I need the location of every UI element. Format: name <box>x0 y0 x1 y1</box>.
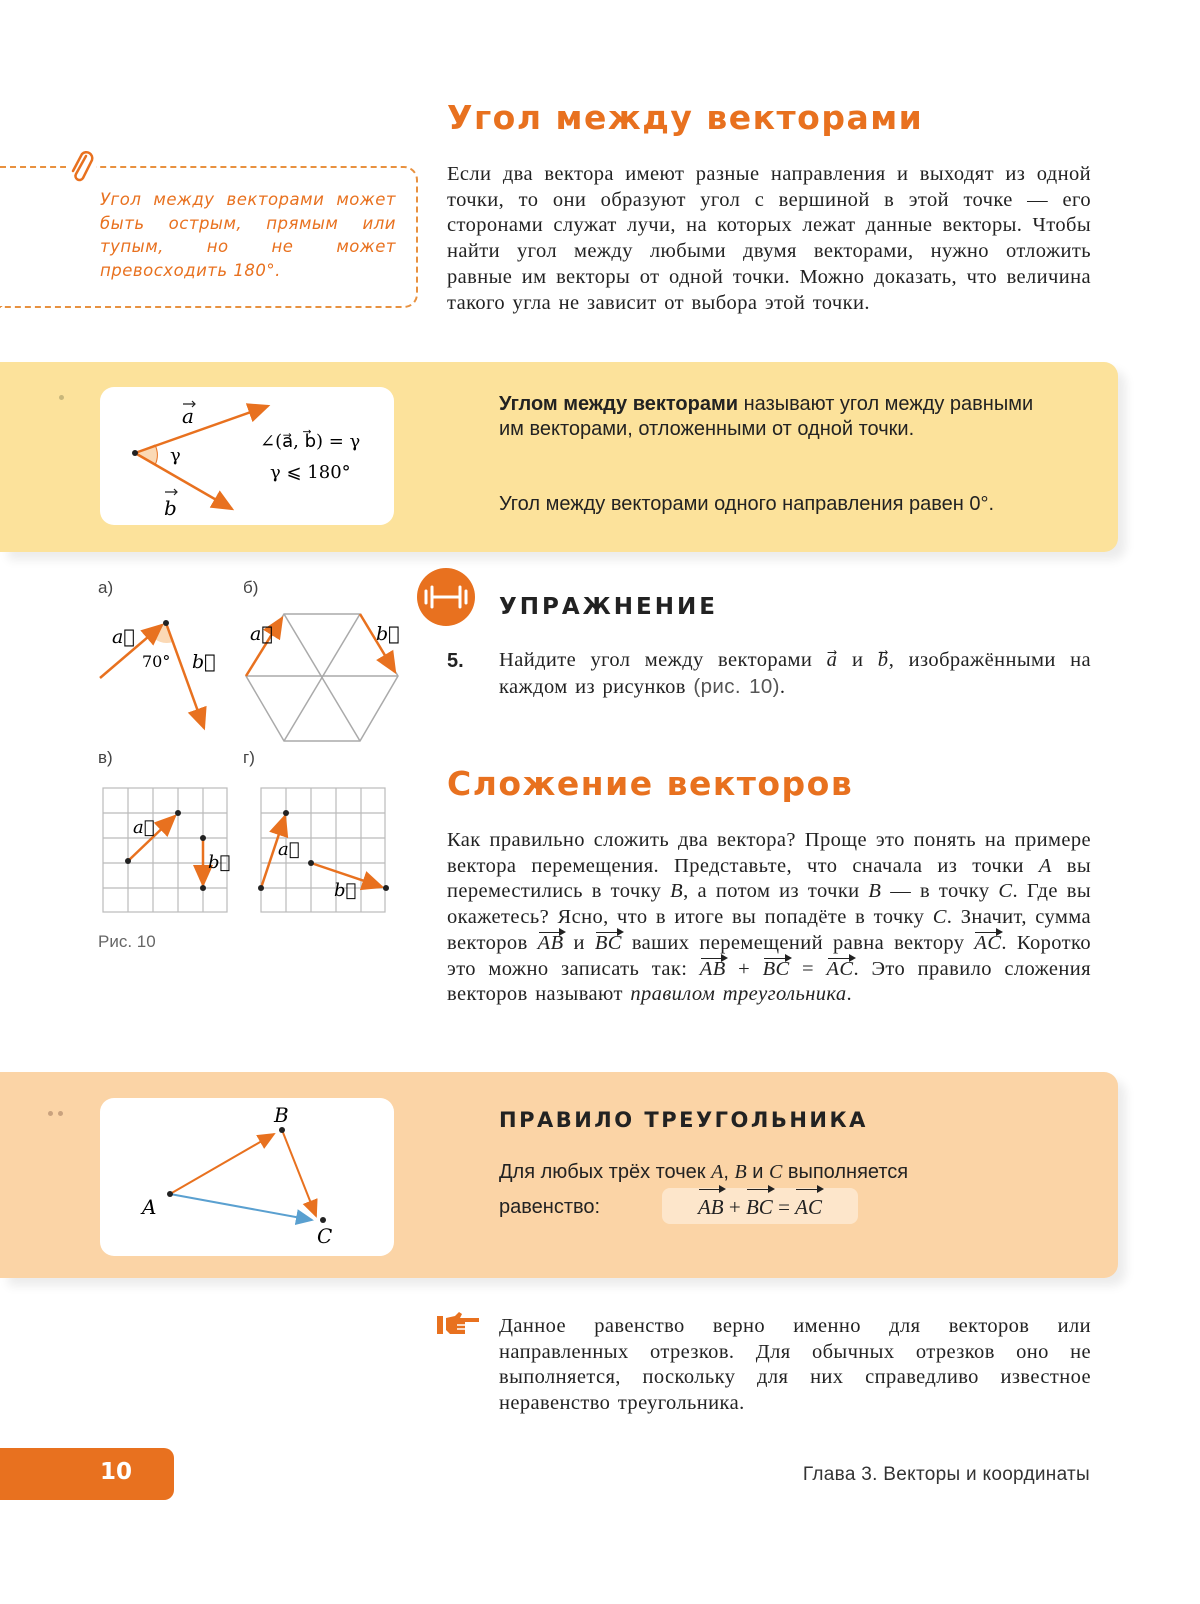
section-paragraph: Если два вектора имеют разные направления и выходят из одной точки, то они образуют угол с вершиной в этой точке — его сторонами служат лучи, на которых лежат данные векторы. Чтобы найти угол между любыми двумя векторами, нужно отложить равные им векторы от одной точки. Можно доказать, что величина такого угла не зависит от выбора этой точки. <box>447 163 1091 314</box>
page-number-tab <box>0 1448 174 1500</box>
chapter-title: Глава 3. Векторы и координаты <box>802 1464 1090 1485</box>
triangle-formula: AB + BC = AC <box>662 1188 858 1224</box>
point-a: A <box>142 1195 157 1219</box>
definition-term: Углом между векторами <box>499 393 739 415</box>
exercise-number: 5. <box>447 650 464 672</box>
svg-text:b⃗: b⃗ <box>208 852 231 873</box>
vector-arrow-b <box>165 489 177 495</box>
section-title-angle: Угол между векторами <box>447 98 924 137</box>
marker-dots <box>48 1111 53 1116</box>
definition-rest: называют угол между равными им векторами, отложенными от одной точки. <box>499 393 1034 440</box>
label-b: b <box>164 496 177 520</box>
figure-reference[interactable]: (рис. 10) <box>693 674 780 698</box>
svg-text:a⃗: a⃗ <box>250 623 273 645</box>
addition-paragraph: Как правильно сложить два вектора? Проще это понять на примере вектора перемещения. Представьте, что сначала из точки A вы переместились в точку B, а потом из точки B — в точку C. Где вы окажетесь? Ясно, что в итоге вы попадёте в точку C. Значит, сумма векторов AB и BC ваших перемещений равна вектору AC. Коротко это можно записать так: AB + BC = AC. Это правило сложения векторов называют правилом треугольника. <box>447 829 1092 1006</box>
triangle-diagram <box>100 1098 394 1256</box>
svg-text:a⃗: a⃗ <box>278 839 300 860</box>
remark-text: Данное равенство верно именно для векторов или направленных отрезков. Для обычных отрезков оно не выполняется, поскольку для них справедливо известное неравенство треугольника. <box>499 1315 1091 1415</box>
angle-figure-card <box>100 387 394 525</box>
triangle-rule-text: Для любых трёх точек A, B и C выполняется <box>499 1161 909 1183</box>
label-gamma: γ <box>170 445 181 466</box>
svg-text:a⃗: a⃗ <box>133 817 155 838</box>
fig-label-v: в) <box>98 748 113 767</box>
point-c: C <box>317 1224 333 1248</box>
angle-diagram <box>100 387 394 525</box>
marker-dot <box>59 395 64 400</box>
angle-formula: ∠(a⃗, b⃗) = γ <box>260 431 361 452</box>
definition-note: Угол между векторами одного направления равен 0°. <box>499 493 995 515</box>
exercise-text: Найдите угол между векторами a⃗ и b⃗, изображёнными на каждом из рисунков (рис. 10). <box>499 649 1091 698</box>
rule-name: правилом треугольника <box>630 983 847 1006</box>
pointing-hand-icon <box>437 1312 481 1338</box>
fig-label-a: а) <box>98 578 114 597</box>
svg-text:a⃗: a⃗ <box>112 626 135 648</box>
equality-label: равенство: <box>499 1196 601 1218</box>
page-number: 10 <box>100 1459 133 1485</box>
side-note-text: Угол между векторами может быть острым, прямым или тупым, но не может превосходить 180°. <box>100 190 396 280</box>
fig-label-b: б) <box>243 578 259 597</box>
figure-caption: Рис. 10 <box>98 932 156 951</box>
definition-text <box>499 392 1059 442</box>
triangle-rule-title: ПРАВИЛО ТРЕУГОЛЬНИКА <box>499 1108 868 1132</box>
section-title-addition: Сложение векторов <box>447 764 854 803</box>
fig-label-g: г) <box>243 748 255 767</box>
exercise-title: УПРАЖНЕНИЕ <box>499 594 718 620</box>
label-a: a <box>182 404 194 428</box>
angle-bound: γ ⩽ 180° <box>270 462 351 483</box>
point-b: B <box>274 1103 289 1127</box>
dumbbell-icon <box>417 568 475 626</box>
triangle-figure-card <box>100 1098 394 1256</box>
paperclip-icon <box>66 148 96 184</box>
svg-text:b⃗: b⃗ <box>192 651 216 673</box>
svg-text:b⃗: b⃗ <box>334 880 357 901</box>
angle-70: 70° <box>142 652 171 671</box>
svg-text:b⃗: b⃗ <box>376 623 400 645</box>
figure-10-diagrams <box>90 610 410 920</box>
